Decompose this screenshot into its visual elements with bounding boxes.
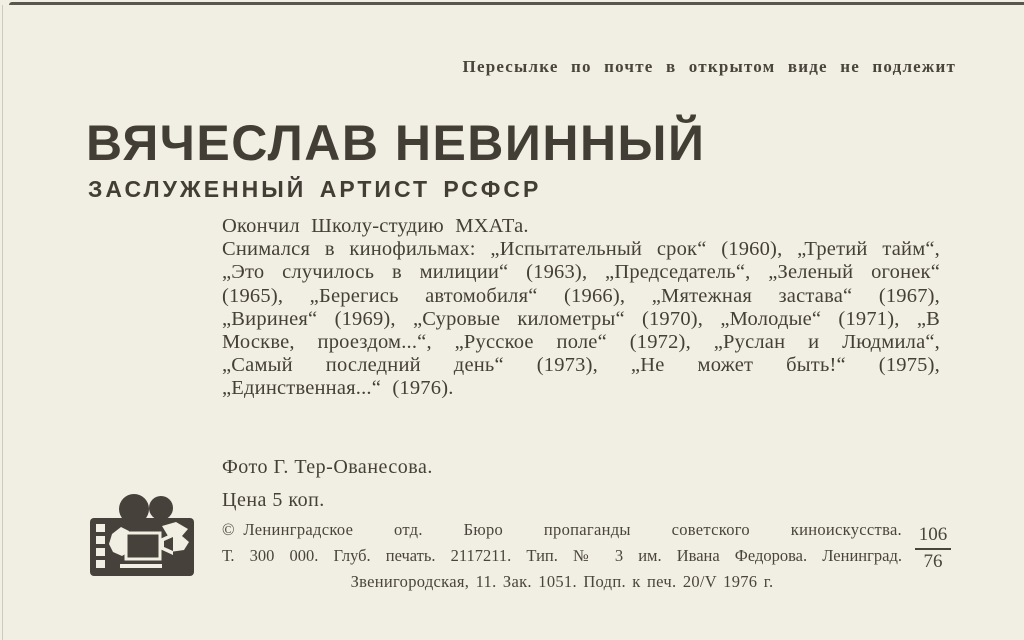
- reel-right: [149, 496, 173, 520]
- price-label: Цена 5 коп.: [222, 489, 325, 511]
- bio-education-line: Окончил Школу-студию МХАТа.: [222, 215, 529, 237]
- colophon-publisher-line: © Ленинградское отд. Бюро пропаганды советского киноискусства.: [222, 520, 902, 539]
- postal-notice: Пересылке по почте в открытом виде не подлежит: [462, 57, 956, 76]
- colophon-address-line: Звенигородская, 11. Зак. 1051. Подп. к печ. 20/V 1976 г.: [350, 572, 774, 591]
- photo-credit: Фото Г. Тер-Ованесова.: [222, 456, 433, 478]
- card-top-edge: [9, 2, 1024, 5]
- camera-body: [126, 533, 160, 559]
- card-left-edge: [2, 5, 3, 640]
- bio-filmography-paragraph: Снимался в кинофильмах: „Испытательный срок“ (1960), „Третий тайм“, „Это случилось в милиции“ (1963), „Председатель“, „Зеленый огонек“ (1965), „Берегись автомобиля“ (1966), „Мятежная застава“ (1967), „Виринея“ (1969), „Суровые километры“ (1970), „Молодые“ (1971), „В Москве, проездом...“, „Русское поле“ (1972), „Руслан и Людмила“, „Самый последний день“ (1973), „Не может быть!“ (1975), „Единственная...“ (1976).: [222, 238, 940, 400]
- colophon-print-line: Т. 300 000. Глуб. печать. 2117211. Тип. № 3 им. Ивана Федорова. Ленинград.: [222, 546, 902, 565]
- actor-name-title: ВЯЧЕСЛАВ НЕВИННЫЙ: [86, 115, 706, 171]
- film-camera-logo-icon: [88, 492, 196, 580]
- issue-numerator: 106: [915, 524, 952, 550]
- publisher-colophon: [222, 517, 902, 595]
- biography-block: [222, 215, 940, 401]
- issue-number-fraction: [908, 524, 958, 573]
- actor-honorific-subtitle: ЗАСЛУЖЕННЫЙ АРТИСТ РСФСР: [88, 176, 542, 202]
- issue-denominator: 76: [923, 551, 943, 572]
